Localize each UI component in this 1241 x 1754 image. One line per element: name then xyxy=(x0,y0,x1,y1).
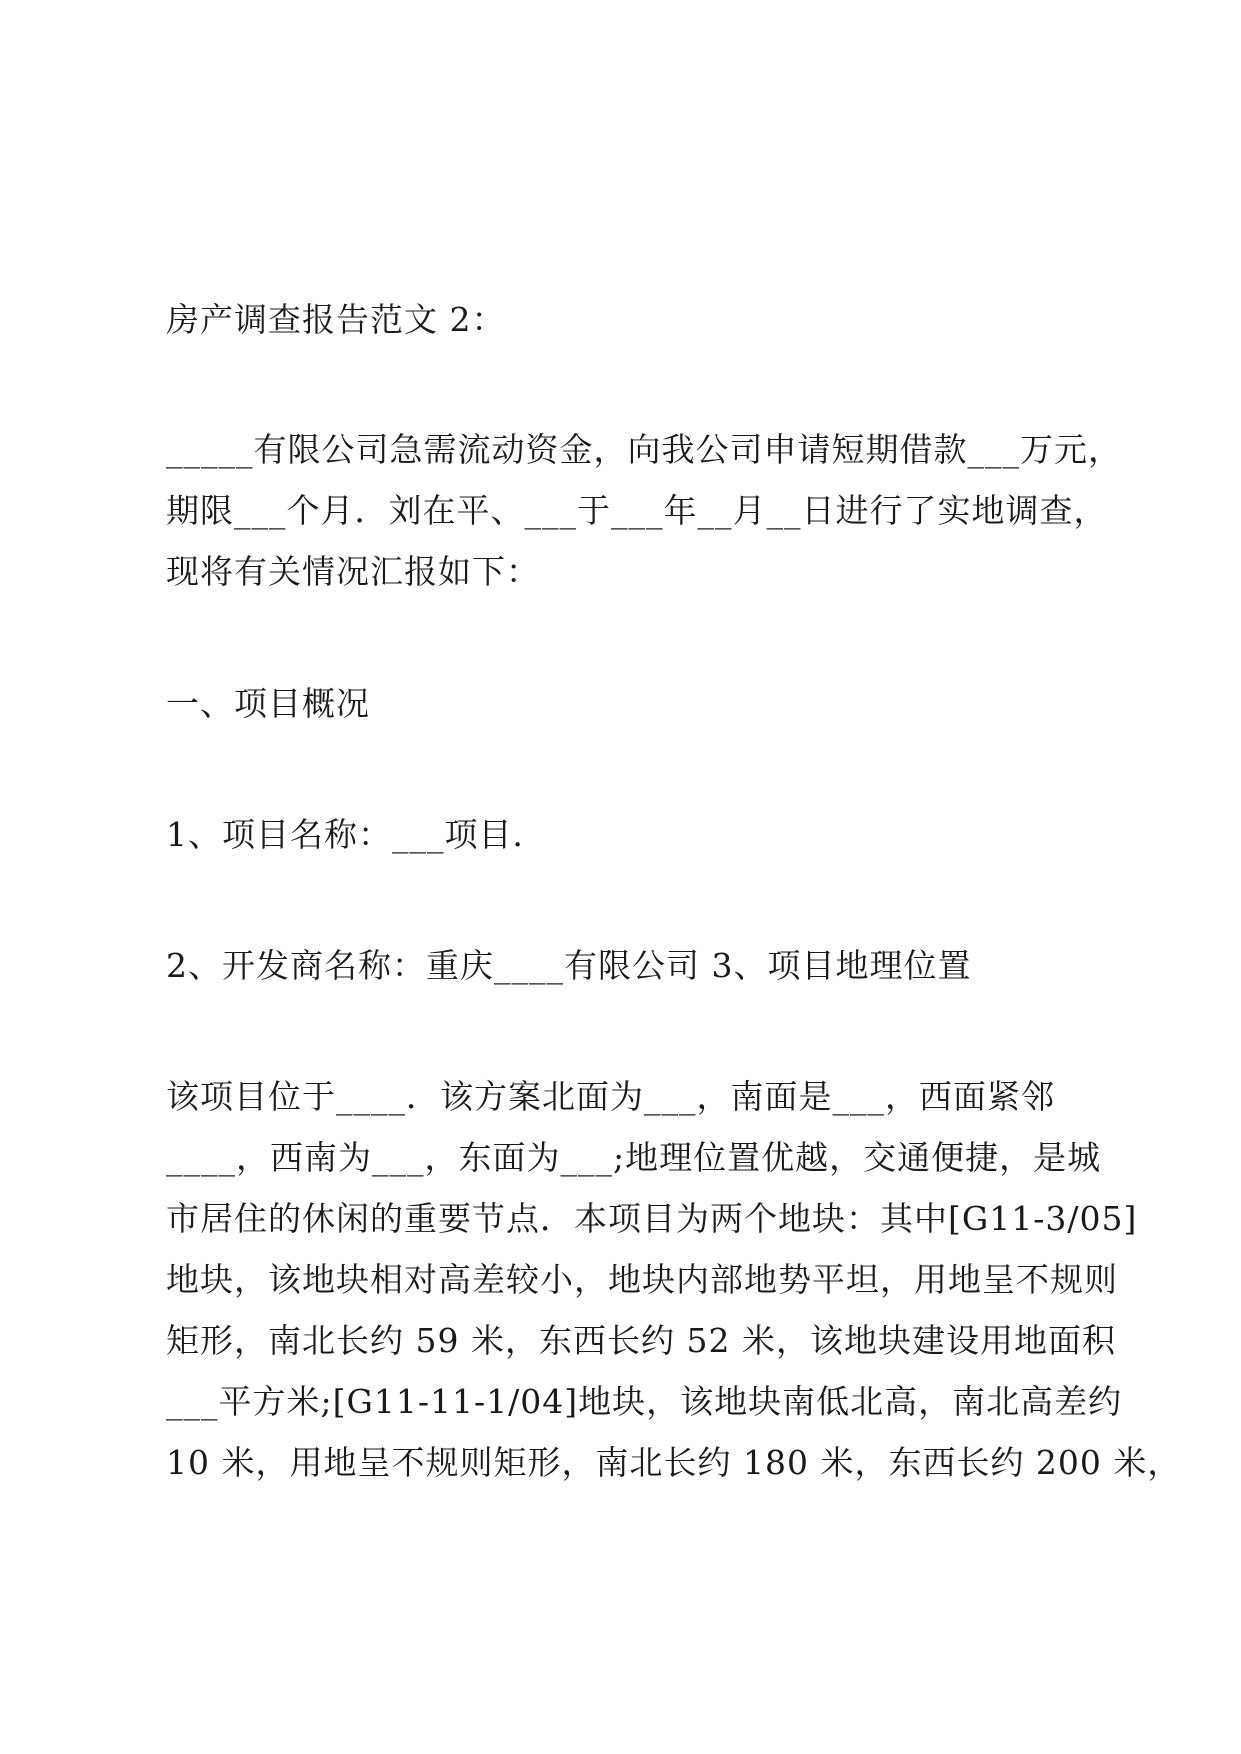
location-line-4: 地块，该地块相对高差较小，地块内部地势平坦，用地呈不规则 xyxy=(166,1260,1118,1299)
location-line-5: 矩形，南北长约 59 米，东西长约 52 米，该地块建设用地面积 xyxy=(166,1321,1116,1360)
item-developer-name: 2、开发商名称：重庆____有限公司 3、项目地理位置 xyxy=(166,946,972,985)
intro-line-3: 现将有关情况汇报如下： xyxy=(166,552,540,591)
location-line-2: ____，西南为___，东面为___;地理位置优越，交通便捷，是城 xyxy=(166,1138,1102,1177)
intro-line-2: 期限___个月．刘在平、___于___年__月__日进行了实地调查， xyxy=(166,491,1108,530)
intro-line-1: _____有限公司急需流动资金，向我公司申请短期借款___万元， xyxy=(166,430,1122,469)
location-line-1: 该项目位于____．该方案北面为___，南面是___，西面紧邻 xyxy=(166,1077,1055,1116)
document-heading: 房产调查报告范文 2： xyxy=(166,300,506,339)
location-line-7: 10 米，用地呈不规则矩形，南北长约 180 米，东西长约 200 米， xyxy=(166,1443,1182,1482)
item-project-name: 1、项目名称：___项目． xyxy=(166,815,547,854)
location-line-6: ___平方米;[G11-11-1/04]地块，该地块南低北高，南北高差约 xyxy=(166,1382,1123,1421)
location-line-3: 市居住的休闲的重要节点．本项目为两个地块：其中[G11-3/05] xyxy=(166,1199,1138,1238)
section-title-project-overview: 一、项目概况 xyxy=(166,684,370,723)
